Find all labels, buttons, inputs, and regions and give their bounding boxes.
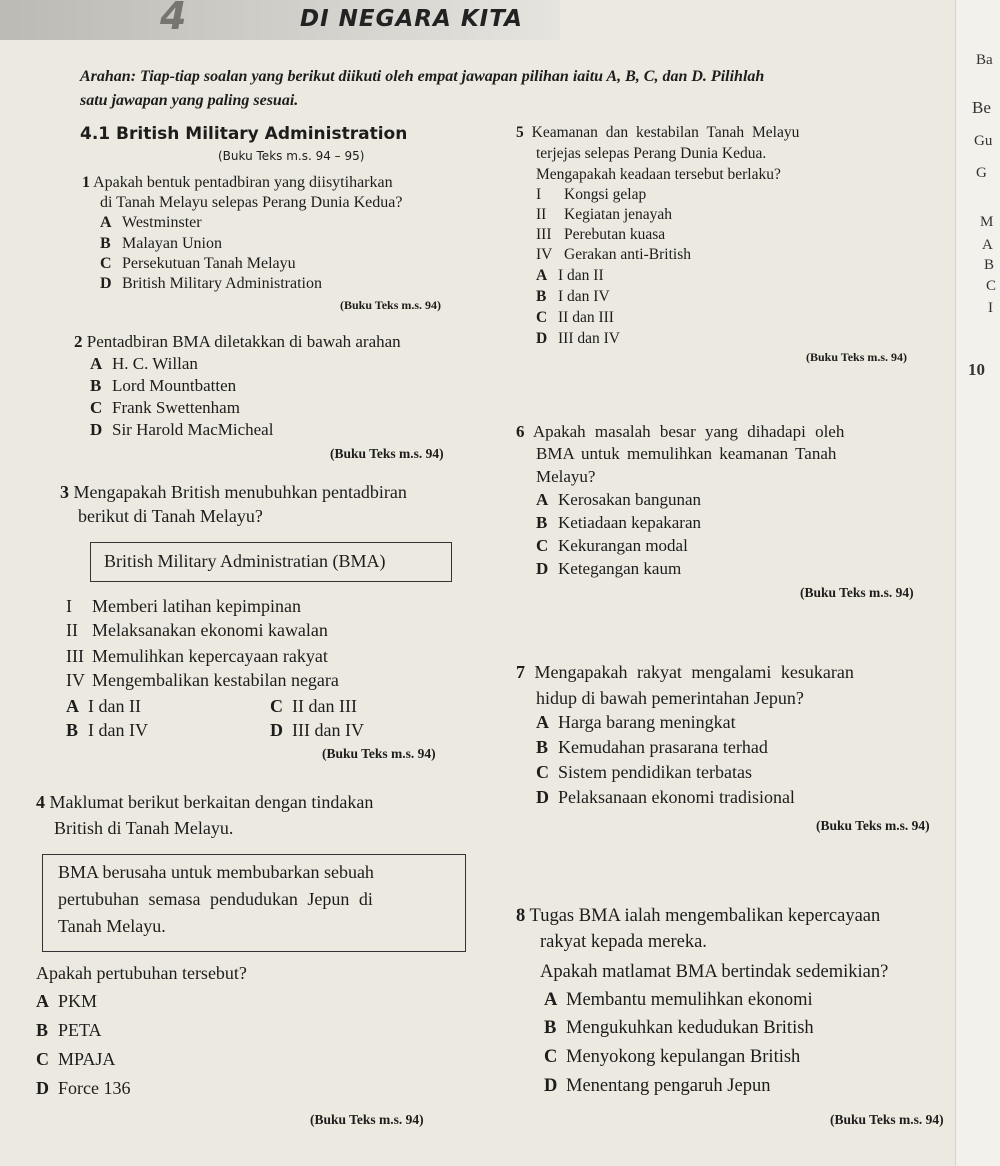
question-stem: 7 Mengapakah rakyat mengalami kesukaran — [516, 662, 854, 682]
next-page-text: M — [980, 214, 994, 230]
answer-option[interactable]: D Ketegangan kaum — [536, 559, 682, 578]
question-number: 1 — [82, 174, 90, 191]
answer-option[interactable]: B Ketiadaan kepakaran — [536, 513, 701, 532]
question-stem: hidup di bawah pemerintahan Jepun? — [536, 688, 804, 708]
answer-option[interactable]: D Menentang pengaruh Jepun — [544, 1076, 771, 1096]
answer-option[interactable]: D Force 136 — [36, 1078, 131, 1098]
instructions-line: satu jawapan yang paling sesuai. — [80, 92, 299, 109]
answer-option[interactable]: A Harga barang meningkat — [536, 712, 736, 732]
chapter-title: DI NEGARA KITA — [300, 6, 523, 32]
question-stem: 4 Maklumat berikut berkaitan dengan tindakan — [36, 792, 374, 812]
instructions-line: Arahan: Tiap-tiap soalan yang berikut diikuti oleh empat jawapan pilihan iaitu A, B, C, dan D. Pilihlah — [80, 68, 765, 85]
question-stem: BMA untuk memulihkan keamanan Tanah — [536, 444, 837, 463]
answer-option[interactable]: A Membantu memulihkan ekonomi — [544, 990, 813, 1010]
answer-option[interactable]: D III dan IV — [270, 720, 364, 740]
question-number: 4 — [36, 792, 45, 812]
answer-option[interactable]: C Persekutuan Tanah Melayu — [100, 255, 296, 272]
textbook-ref: (Buku Teks m.s. 94) — [806, 350, 908, 364]
section-ref: (Buku Teks m.s. 94 – 95) — [218, 149, 365, 163]
question-stem: 1 Apakah bentuk pentadbiran yang diisytiharkan — [82, 174, 393, 191]
next-page-text: A — [982, 237, 993, 253]
textbook-ref: (Buku Teks m.s. 94) — [800, 585, 914, 600]
question-stem: Mengapakah keadaan tersebut berlaku? — [536, 166, 781, 183]
info-box-text: pertubuhan semasa pendudukan Jepun di — [58, 889, 373, 909]
statement-item: I Memberi latihan kepimpinan — [66, 596, 301, 616]
next-page-text: 10 — [968, 360, 985, 379]
question-stem: 3 Mengapakah British menubuhkan pentadbiran — [60, 482, 407, 502]
answer-option[interactable]: B Lord Mountbatten — [90, 376, 237, 395]
next-page-text: B — [984, 257, 995, 273]
question-number: 3 — [60, 482, 69, 502]
question-number: 8 — [516, 906, 526, 926]
next-page-text: I — [988, 300, 993, 316]
question-stem: berikut di Tanah Melayu? — [78, 506, 263, 526]
statement-item: I Kongsi gelap — [536, 186, 647, 203]
next-page-text: C — [986, 278, 997, 294]
question-stem: 5 Keamanan dan kestabilan Tanah Melayu — [516, 124, 800, 141]
question-stem: British di Tanah Melayu. — [54, 818, 234, 838]
question-number: 2 — [74, 332, 83, 351]
next-page-text: G — [976, 165, 987, 181]
answer-option[interactable]: C Sistem pendidikan terbatas — [536, 762, 752, 782]
question-stem: di Tanah Melayu selepas Perang Dunia Kedua? — [100, 194, 403, 211]
statement-item: III Perebutan kuasa — [536, 226, 666, 243]
answer-option[interactable]: A H. C. Willan — [90, 354, 198, 373]
statement-item: II Melaksanakan ekonomi kawalan — [66, 620, 328, 640]
question-stem: terjejas selepas Perang Dunia Kedua. — [536, 145, 767, 162]
next-page-text: Ba — [976, 52, 993, 68]
next-page-text: Gu — [974, 133, 993, 149]
answer-option[interactable]: A I dan II — [66, 696, 141, 716]
statement-item: II Kegiatan jenayah — [536, 206, 673, 223]
question-stem: 6 Apakah masalah besar yang dihadapi oleh — [516, 422, 845, 441]
question-stem: 8 Tugas BMA ialah mengembalikan kepercayaan — [516, 906, 881, 926]
answer-option[interactable]: D British Military Administration — [100, 275, 322, 292]
answer-option[interactable]: D Pelaksanaan ekonomi tradisional — [536, 787, 795, 807]
question-stem: 2 Pentadbiran BMA diletakkan di bawah arahan — [74, 332, 401, 351]
textbook-ref: (Buku Teks m.s. 94) — [830, 1112, 944, 1127]
info-box-text: British Military Administratian (BMA) — [104, 551, 386, 571]
answer-option[interactable]: D Sir Harold MacMicheal — [90, 420, 274, 439]
statement-item: IV Mengembalikan kestabilan negara — [66, 670, 339, 690]
answer-option[interactable]: C Kekurangan modal — [536, 536, 688, 555]
answer-option[interactable]: C II dan III — [270, 696, 357, 716]
question-stem: Melayu? — [536, 467, 596, 486]
answer-option[interactable]: B Kemudahan prasarana terhad — [536, 737, 768, 757]
answer-option[interactable]: C MPAJA — [36, 1049, 116, 1069]
answer-option[interactable]: A I dan II — [536, 267, 604, 284]
answer-option[interactable]: C Frank Swettenham — [90, 398, 240, 417]
answer-option[interactable]: B I dan IV — [536, 288, 610, 305]
answer-option[interactable]: B PETA — [36, 1020, 102, 1040]
textbook-ref: (Buku Teks m.s. 94) — [310, 1112, 424, 1127]
info-box-text: BMA berusaha untuk membubarkan sebuah — [58, 862, 374, 882]
section-title: 4.1 British Military Administration — [80, 124, 408, 144]
answer-option[interactable]: A PKM — [36, 991, 98, 1011]
answer-option[interactable]: B Malayan Union — [100, 235, 222, 252]
answer-option[interactable]: A Westminster — [100, 214, 202, 231]
answer-option[interactable]: B Mengukuhkan kedudukan British — [544, 1018, 814, 1038]
textbook-ref: (Buku Teks m.s. 94) — [322, 746, 436, 761]
answer-option[interactable]: A Kerosakan bangunan — [536, 490, 702, 509]
statement-item: IV Gerakan anti-British — [536, 246, 691, 263]
info-box-text: Tanah Melayu. — [58, 916, 166, 936]
chapter-number: 4 — [160, 0, 187, 38]
textbook-ref: (Buku Teks m.s. 94) — [330, 446, 444, 461]
question-number: 6 — [516, 422, 525, 441]
textbook-ref: (Buku Teks m.s. 94) — [816, 818, 930, 833]
answer-option[interactable]: B I dan IV — [66, 720, 148, 740]
answer-option[interactable]: C II dan III — [536, 309, 614, 326]
question-text: Apakah pertubuhan tersebut? — [36, 963, 247, 983]
answer-option[interactable]: D III dan IV — [536, 330, 620, 347]
question-stem: rakyat kepada mereka. — [540, 932, 707, 952]
textbook-ref: (Buku Teks m.s. 94) — [340, 298, 442, 312]
next-page-text: Be — [972, 98, 991, 117]
question-text: Apakah matlamat BMA bertindak sedemikian? — [540, 962, 889, 982]
answer-option[interactable]: C Menyokong kepulangan British — [544, 1047, 801, 1067]
statement-item: III Memulihkan kepercayaan rakyat — [66, 646, 328, 666]
question-number: 5 — [516, 124, 524, 141]
question-number: 7 — [516, 662, 525, 682]
